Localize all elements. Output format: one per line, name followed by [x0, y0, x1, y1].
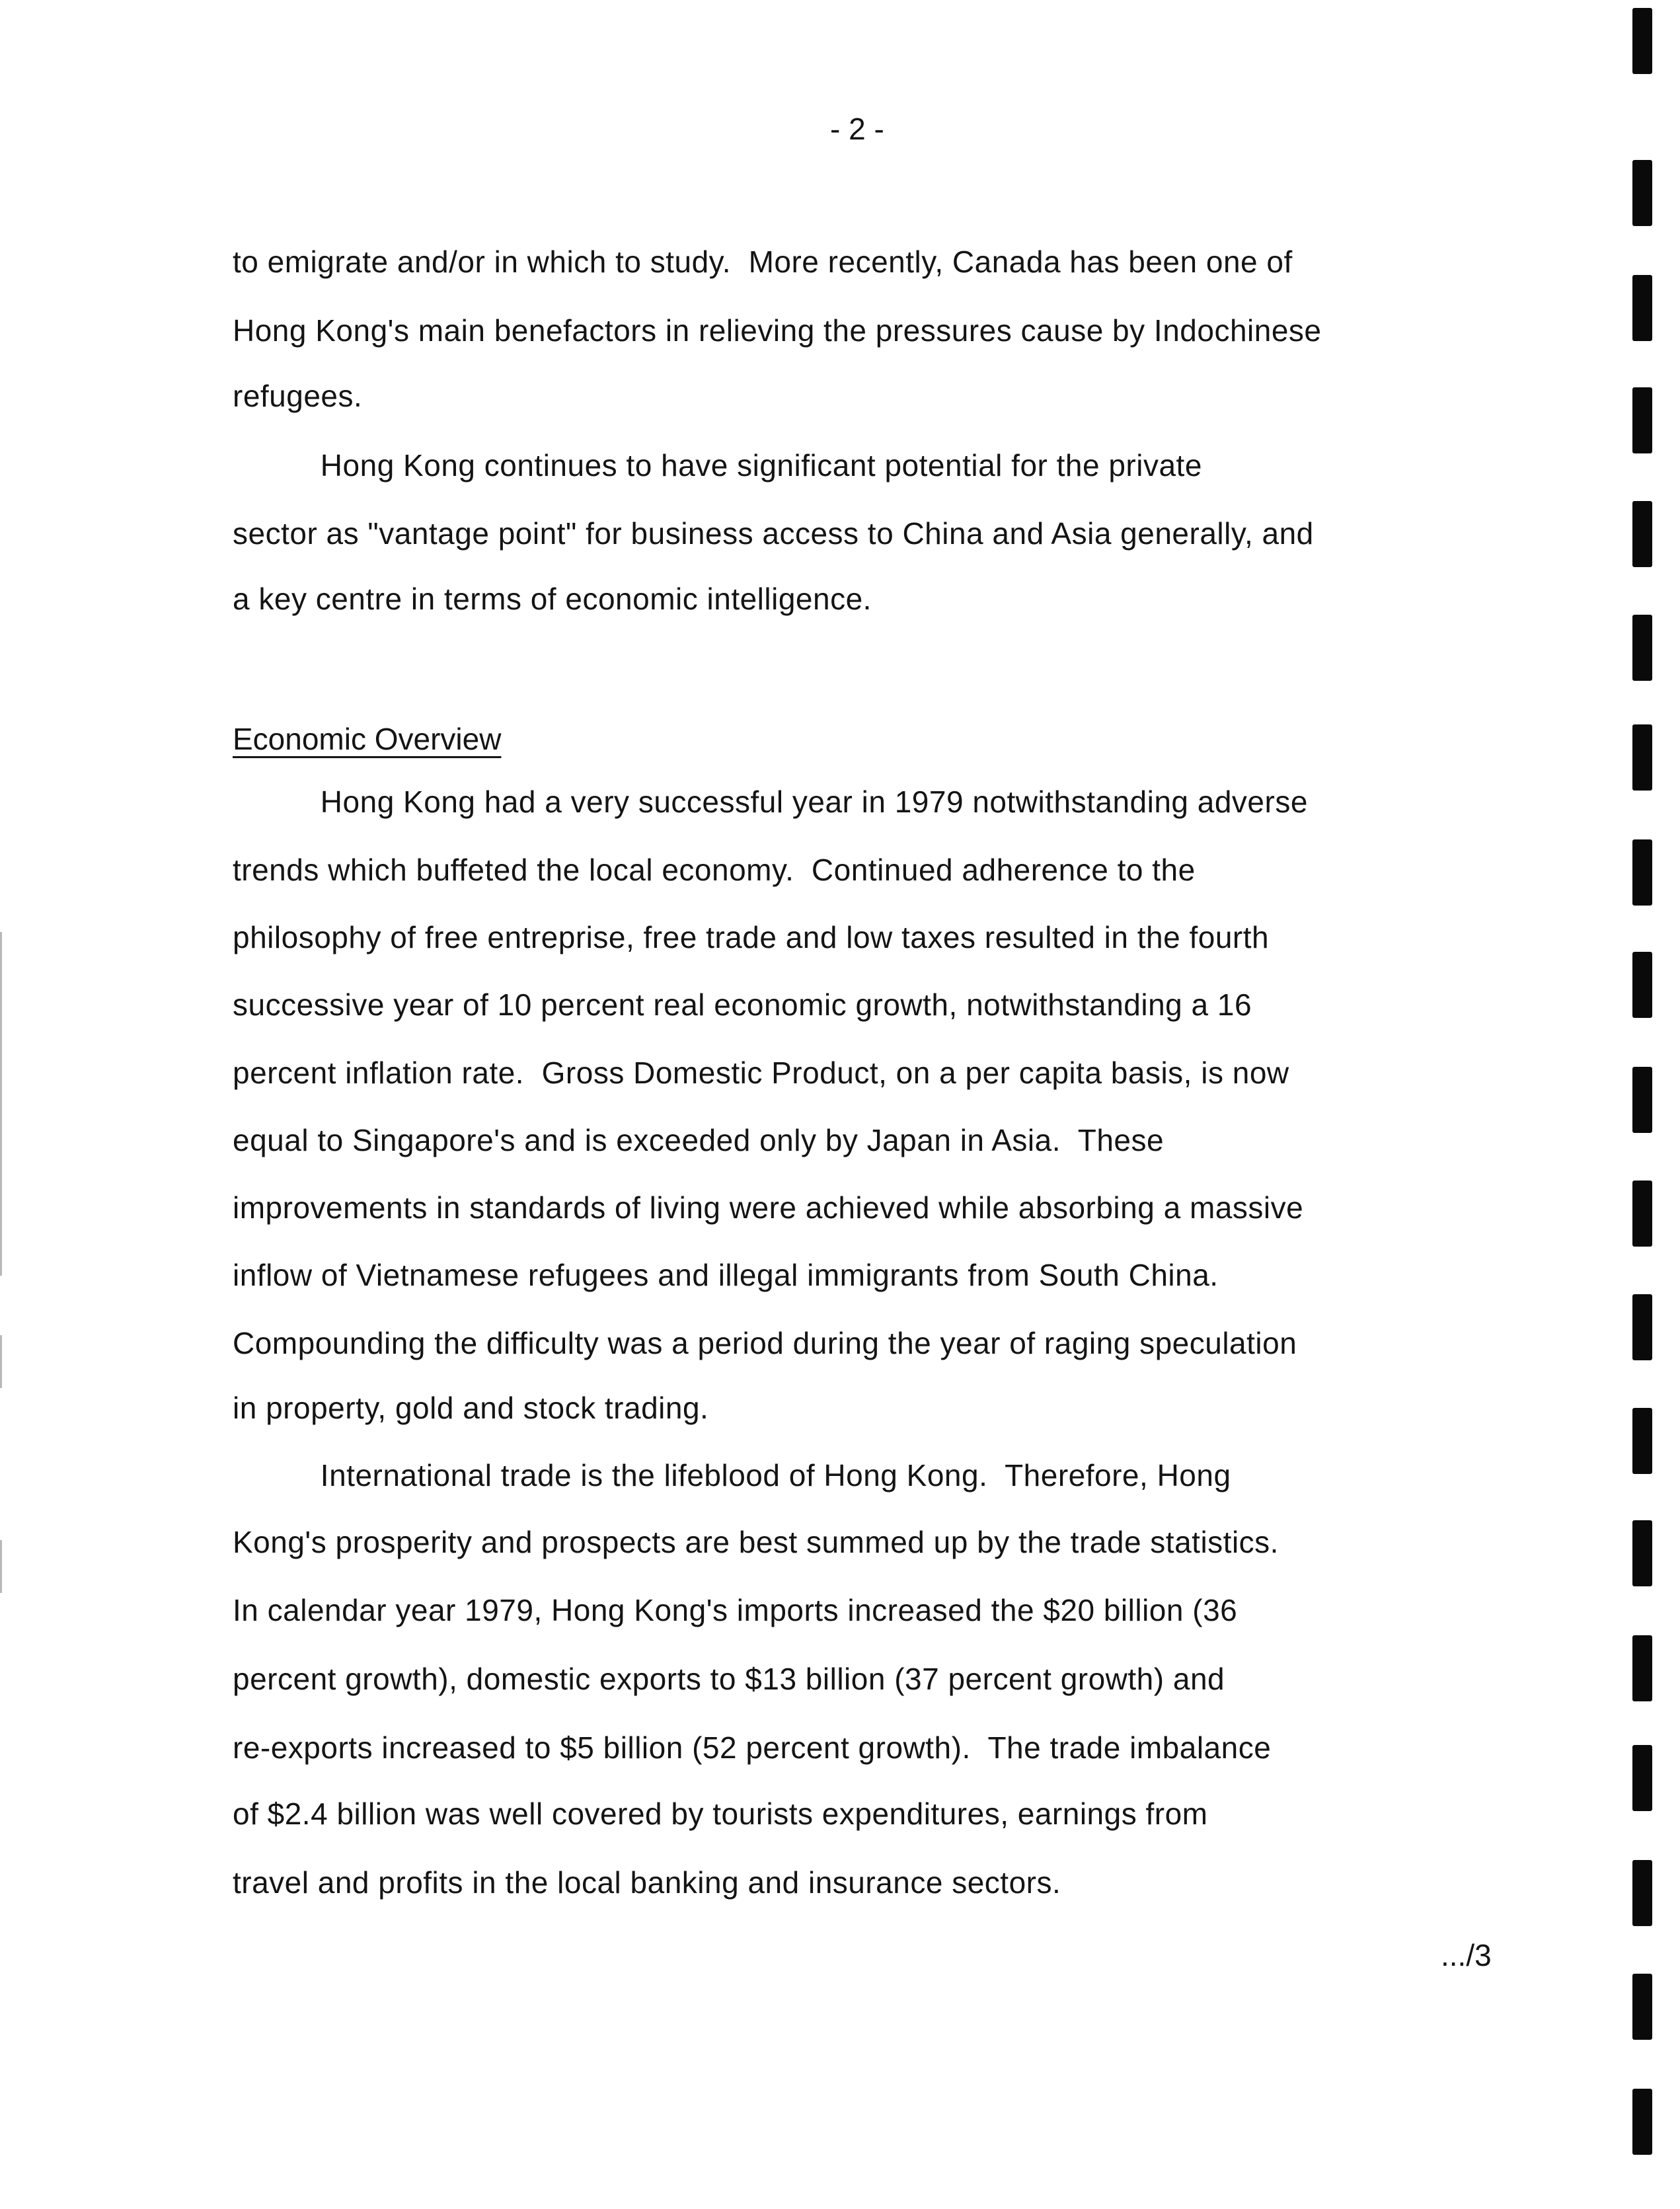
text-line: to emigrate and/or in which to study. More recently, Canada has been one of [233, 245, 1293, 279]
text-line: International trade is the lifeblood of Hong Kong. Therefore, Hong [233, 1458, 1231, 1492]
text-line: Hong Kong continues to have significant potential for the private [233, 448, 1202, 483]
text-line: Hong Kong had a very successful year in 1979 notwithstanding adverse [233, 785, 1308, 819]
text-line: Hong Kong's main benefactors in relieving the pressures cause by Indochinese [233, 313, 1322, 348]
text-line: re-exports increased to $5 billion (52 percent growth). The trade imbalance [233, 1730, 1272, 1765]
scan-mark [1632, 387, 1652, 453]
text-line: equal to Singapore's and is exceeded only by Japan in Asia. These [233, 1123, 1165, 1157]
scan-mark [1632, 160, 1652, 226]
scan-mark [1632, 1635, 1652, 1701]
text-line: sector as "vantage point" for business access to China and Asia generally, and [233, 516, 1314, 551]
continuation-marker: .../3 [1441, 1938, 1492, 1972]
text-line: Compounding the difficulty was a period during the year of raging speculation [233, 1326, 1297, 1360]
text-line: philosophy of free entreprise, free trade and low taxes resulted in the fourth [233, 920, 1270, 954]
text-line: improvements in standards of living were achieved while absorbing a massive [233, 1190, 1304, 1225]
scan-edge-line [0, 932, 2, 1276]
text-line: percent growth), domestic exports to $13 billion (37 percent growth) and [233, 1662, 1225, 1696]
text-line: percent inflation rate. Gross Domestic Product, on a per capita basis, is now [233, 1056, 1289, 1090]
scan-mark [1632, 1181, 1652, 1247]
page-number: - 2 - [830, 112, 884, 146]
scan-edge-line [0, 1335, 2, 1388]
scan-mark [1632, 1408, 1652, 1474]
scan-mark [1632, 275, 1652, 341]
scan-mark [1632, 1520, 1652, 1586]
scan-mark [1632, 615, 1652, 681]
scan-mark [1632, 1860, 1652, 1926]
scan-mark [1632, 952, 1652, 1018]
scan-mark [1632, 839, 1652, 906]
text-line: in property, gold and stock trading. [233, 1391, 709, 1425]
scan-mark [1632, 501, 1652, 567]
text-line: a key centre in terms of economic intelligence. [233, 582, 872, 616]
scan-mark [1632, 1745, 1652, 1811]
scan-edge-line [0, 1540, 2, 1593]
text-line: In calendar year 1979, Hong Kong's imports increased the $20 billion (36 [233, 1593, 1238, 1627]
scan-mark [1632, 8, 1652, 74]
text-line: of $2.4 billion was well covered by tourists expenditures, earnings from [233, 1797, 1208, 1831]
scan-mark [1632, 2089, 1652, 2155]
text-line: Kong's prosperity and prospects are best summed up by the trade statistics. [233, 1525, 1279, 1559]
text-line: successive year of 10 percent real economic growth, notwithstanding a 16 [233, 988, 1252, 1022]
text-line: travel and profits in the local banking and insurance sectors. [233, 1865, 1061, 1900]
section-heading: Economic Overview [233, 722, 502, 756]
text-line: trends which buffeted the local economy. Continued adherence to the [233, 853, 1196, 887]
scan-mark [1632, 724, 1652, 791]
text-line: inflow of Vietnamese refugees and illegal immigrants from South China. [233, 1258, 1219, 1292]
text-line: refugees. [233, 379, 363, 413]
scan-mark [1632, 1294, 1652, 1360]
scan-mark [1632, 1067, 1652, 1133]
scan-mark [1632, 1974, 1652, 2040]
